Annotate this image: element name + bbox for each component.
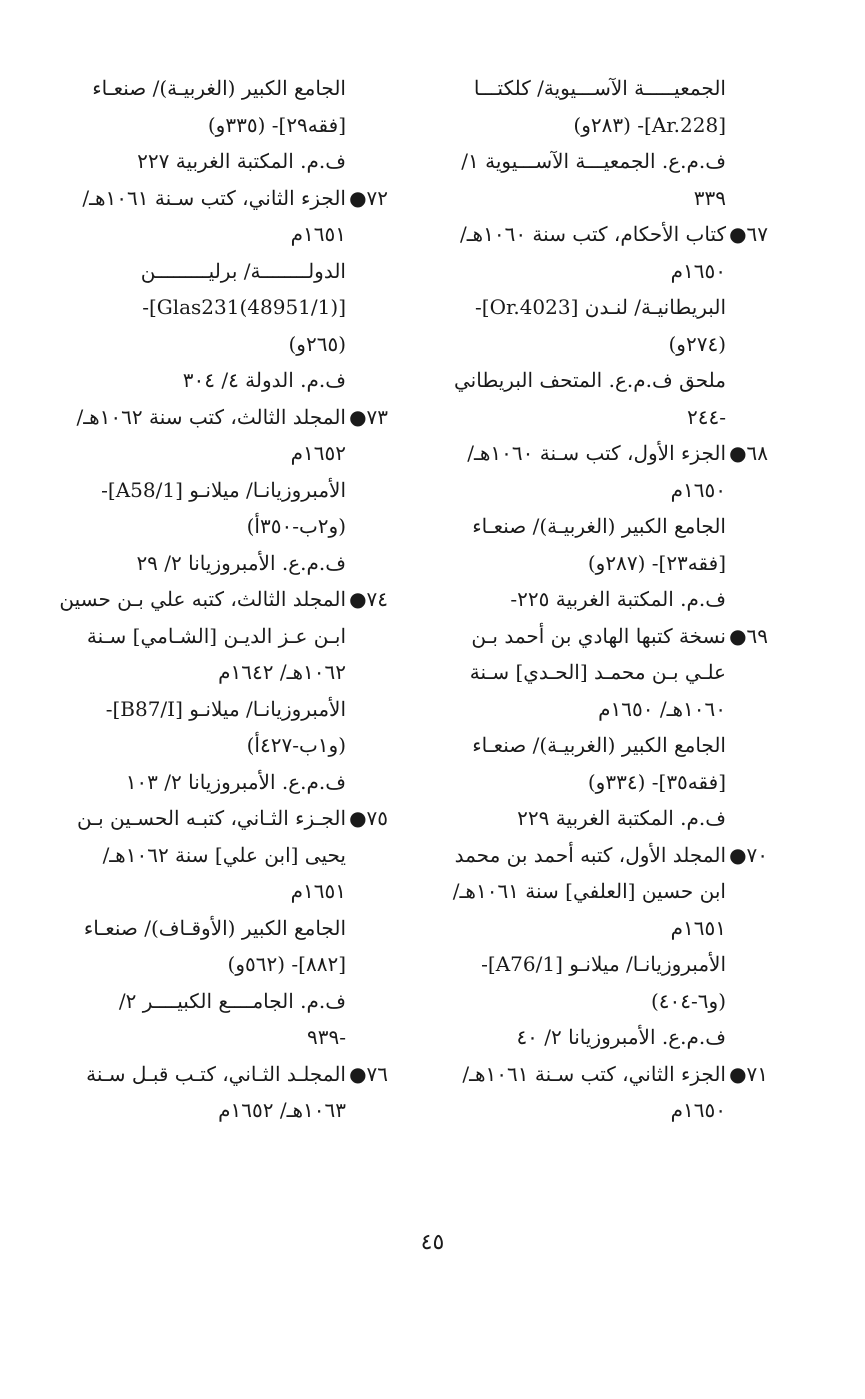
text-line xyxy=(48,654,388,691)
text-line xyxy=(48,800,388,837)
line-text: المجلد الأول، كتبه أحمد بن محمد xyxy=(454,842,726,867)
line-text: الجامع الكبير (الغربيـة)/ صنعـاء xyxy=(472,733,726,757)
line-text: ف.م. الجامــــع الكبيــــر ٢/ xyxy=(118,988,346,1013)
text-line xyxy=(438,289,768,326)
line-text: الجزء الثاني، كتب سـنة ١٠٦١هـ/ xyxy=(462,1061,726,1086)
line-text: ف.م. الدولة ٤/ ٣٠٤ xyxy=(182,368,346,392)
text-line xyxy=(438,326,768,363)
entry-number: ٦٨● xyxy=(729,441,768,465)
line-text: (و٦-٤٠٤) xyxy=(650,988,726,1013)
text-line xyxy=(48,180,388,217)
text-line xyxy=(48,70,388,107)
text-line xyxy=(438,472,768,509)
text-line xyxy=(438,399,768,436)
line-text: ١٦٥١م xyxy=(670,915,726,940)
text-line xyxy=(48,289,388,326)
line-text: (٢٦٥و) xyxy=(288,331,346,356)
text-line xyxy=(48,873,388,910)
line-text: [Glas231(48951/1)]- xyxy=(142,295,346,319)
text-line xyxy=(48,910,388,947)
text-line xyxy=(438,581,768,618)
line-text: -٩٣٩ xyxy=(307,1025,346,1049)
text-line xyxy=(438,1092,768,1129)
line-text: الأمبروزيانـا/ ميلانـو [A76/1]- xyxy=(481,952,726,976)
text-line xyxy=(438,654,768,691)
line-text: ابـن عـز الديـن [الشـامي] سـنة xyxy=(86,623,346,648)
line-text: ف.م.ع. الأمبروزيانا ٢/ ١٠٣ xyxy=(125,769,346,794)
line-text: ف.م. المكتبة الغربية ٢٢٥- xyxy=(510,587,726,611)
text-line xyxy=(438,800,768,837)
text-line xyxy=(48,399,388,436)
text-line xyxy=(48,253,388,290)
text-line xyxy=(438,764,768,801)
text-line xyxy=(438,107,768,144)
line-text: ١٠٦٢هـ/ ١٦٤٢م xyxy=(218,660,346,684)
text-line xyxy=(48,764,388,801)
entry-number: ٧٤● xyxy=(349,587,388,611)
right-column xyxy=(438,70,768,1129)
text-line xyxy=(438,837,768,874)
line-text: (٢٧٤و) xyxy=(668,331,726,356)
text-line xyxy=(438,691,768,728)
line-text: ملحق ف.م.ع. المتحف البريطاني xyxy=(453,368,726,392)
line-text: ف.م. المكتبة الغربية ٢٢٧ xyxy=(137,149,346,173)
page-number: ٤٥ xyxy=(420,1230,445,1255)
line-text: الجامع الكبير (الغربيـة)/ صنعـاء xyxy=(92,76,346,100)
line-text: ١٦٥٠م xyxy=(670,477,726,502)
line-text: [Ar.228]- (٢٨٣و) xyxy=(573,112,726,137)
line-text: ٣٣٩ xyxy=(693,185,726,210)
text-line xyxy=(438,70,768,107)
line-text: الأمبروزيانـا/ ميلانـو [B87/I]- xyxy=(105,696,346,721)
line-text: الجـزء الثـاني، كتبـه الحسـين بـن xyxy=(77,806,346,830)
text-line xyxy=(438,435,768,472)
text-line xyxy=(48,618,388,655)
text-line xyxy=(48,946,388,983)
line-text: الجامع الكبير (الغربيـة)/ صنعـاء xyxy=(472,514,726,538)
left-column xyxy=(48,70,388,1129)
text-line xyxy=(48,581,388,618)
line-text: ف.م.ع. الجمعيـــة الآســـيوية ١/ xyxy=(461,149,726,173)
text-line xyxy=(438,983,768,1020)
line-text: [٨٨٢]- (٥٦٢و) xyxy=(227,952,346,976)
text-line xyxy=(48,508,388,545)
text-line xyxy=(438,727,768,764)
text-line xyxy=(438,143,768,180)
line-text: (و١ب-٤٢٧أ) xyxy=(246,733,346,757)
line-text: ف.م. المكتبة الغربية ٢٢٩ xyxy=(517,806,726,830)
line-text: يحيى [ابن علي] سنة ١٠٦٢هـ/ xyxy=(102,842,346,867)
text-line xyxy=(48,472,388,509)
line-text: ف.م.ع. الأمبروزيانا ٢/ ٢٩ xyxy=(136,550,346,575)
text-line xyxy=(48,983,388,1020)
text-line xyxy=(48,362,388,399)
line-text: الجامع الكبير (الأوقـاف)/ صنعـاء xyxy=(83,915,346,940)
text-line xyxy=(48,727,388,764)
line-text: [فقه٢٣]- (٢٨٧و) xyxy=(587,550,726,575)
line-text: الجمعيـــــة الآســـيوية/ كلكتـــا xyxy=(473,76,726,100)
line-text: ١٠٦٣هـ/ ١٦٥٢م xyxy=(218,1098,346,1122)
line-text: [فقه٣٥]- (٣٣٤و) xyxy=(587,769,726,794)
line-text: ١٦٥٠م xyxy=(670,258,726,283)
text-line xyxy=(48,837,388,874)
text-line xyxy=(438,216,768,253)
text-line xyxy=(48,326,388,363)
text-line xyxy=(438,253,768,290)
text-line xyxy=(48,435,388,472)
text-line xyxy=(438,508,768,545)
text-line xyxy=(438,1019,768,1056)
line-text: البريطانيـة/ لنـدن [Or.4023]- xyxy=(475,295,726,319)
text-line xyxy=(438,180,768,217)
line-text: كتاب الأحكام، كتب سنة ١٠٦٠هـ/ xyxy=(459,222,726,246)
line-text: ١٦٥٢م xyxy=(290,441,346,465)
text-line xyxy=(48,216,388,253)
line-text: المجلد الثالث، كتبه علي بـن حسين xyxy=(59,587,346,611)
text-line xyxy=(48,1092,388,1129)
line-text: (و٢ب-٣٥٠أ) xyxy=(246,514,346,538)
text-line xyxy=(48,691,388,728)
text-line xyxy=(48,107,388,144)
line-text: ١٦٥١م xyxy=(290,879,346,903)
line-text: الجزء الأول، كتب سـنة ١٠٦٠هـ/ xyxy=(467,441,726,465)
line-text: ١٦٥٠م xyxy=(670,1098,726,1122)
line-text: الدولــــــــة/ برليـــــــــن xyxy=(140,258,346,283)
entry-number: ٧٢● xyxy=(349,185,388,210)
text-line xyxy=(438,946,768,983)
text-line xyxy=(438,545,768,582)
line-text: الأمبروزيانـا/ ميلانـو [A58/1]- xyxy=(101,477,346,502)
line-text: المجلـد الثـاني، كتـب قبـل سـنة xyxy=(86,1061,346,1086)
line-text: ابن حسين [العلفي] سنة ١٠٦١هـ/ xyxy=(452,879,726,903)
line-text: نسخة كتبها الهادي بن أحمد بـن xyxy=(471,623,726,648)
entry-number: ٦٩● xyxy=(729,623,768,648)
text-line xyxy=(438,910,768,947)
entry-number: ٦٧● xyxy=(729,222,768,246)
line-text: ١٠٦٠هـ/ ١٦٥٠م xyxy=(598,696,726,721)
entry-number: ٧٣● xyxy=(349,404,388,429)
entry-number: ٧٠● xyxy=(729,842,768,867)
line-text: علـي بـن محمـد [الحـدي] سـنة xyxy=(469,660,726,684)
entry-number: ٧٥● xyxy=(349,806,388,830)
line-text: ف.م.ع. الأمبروزيانا ٢/ ٤٠ xyxy=(516,1025,726,1049)
line-text: -٢٤٤ xyxy=(687,404,726,429)
text-line xyxy=(48,1019,388,1056)
line-text: الجزء الثاني، كتب سـنة ١٠٦١هـ/ xyxy=(82,185,346,210)
text-line xyxy=(48,1056,388,1093)
text-line xyxy=(48,545,388,582)
text-line xyxy=(438,362,768,399)
text-line xyxy=(438,1056,768,1093)
entry-number: ٧١● xyxy=(729,1061,768,1086)
text-line xyxy=(438,618,768,655)
text-line xyxy=(438,873,768,910)
line-text: ١٦٥١م xyxy=(290,222,346,246)
line-text: [فقه٢٩]- (٣٣٥و) xyxy=(207,112,346,137)
line-text: المجلد الثالث، كتب سنة ١٠٦٢هـ/ xyxy=(76,404,346,429)
text-line xyxy=(48,143,388,180)
entry-number: ٧٦● xyxy=(349,1061,388,1086)
